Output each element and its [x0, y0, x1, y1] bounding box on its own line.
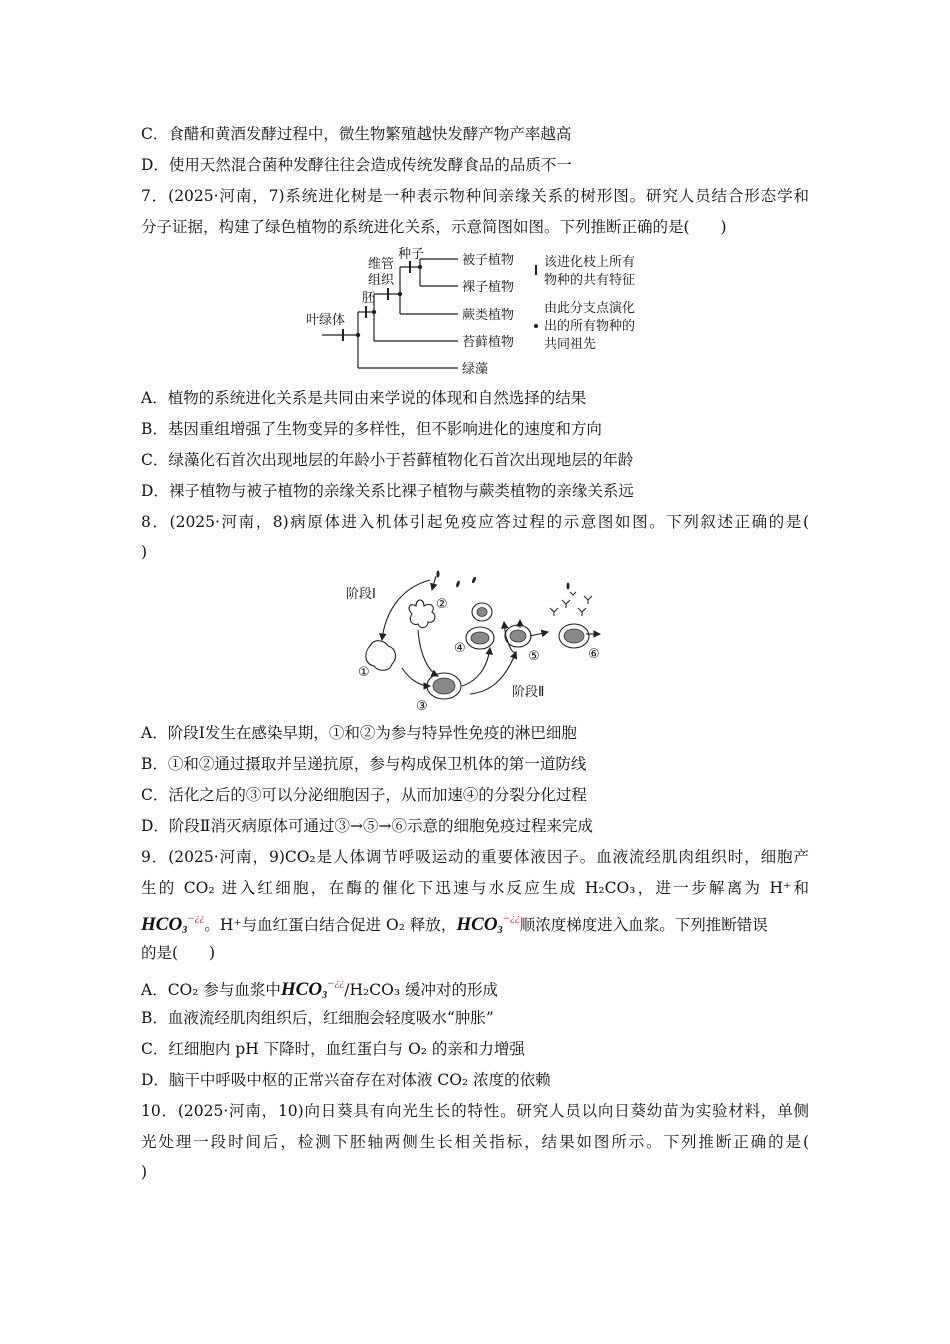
- trait-chloroplast-label: 叶绿体: [306, 313, 346, 328]
- phylogenetic-tree-figure: [300, 244, 670, 380]
- q9-stem-line3-a: 。H⁺与血红蛋白结合促进 O₂ 释放，: [204, 916, 457, 934]
- q9-option-c: C．红细胞内 pH 下降时，血红蛋白与 O₂ 的亲和力增强: [141, 1040, 525, 1058]
- q8-option-d: D．阶段Ⅱ消灭病原体可通过③→⑤→⑥示意的细胞免疫过程来完成: [141, 817, 593, 835]
- trait-vascular-label-2: 组织: [368, 273, 395, 288]
- stage2-label: 阶段Ⅱ: [512, 685, 545, 700]
- taxon-angiosperm: 被子植物: [462, 253, 515, 268]
- q6-option-d: D．使用天然混合菌种发酵往往会造成传统发酵食品的品质不一: [141, 156, 572, 174]
- q7-stem-line1: 7．(2025·河南，7)系统进化树是一种表示物种间亲缘关系的树形图。研究人员结合形态学和: [141, 187, 809, 205]
- cell-label-5: ⑤: [528, 649, 540, 664]
- immune-response-figure: [340, 568, 640, 716]
- q10-stem-line1: 10．(2025·河南，10)向日葵具有向光生长的特性。研究人员以向日葵幼苗为实验材料，单侧: [141, 1102, 809, 1120]
- taxon-green-algae: 绿藻: [462, 362, 489, 377]
- formula-mark: −¿¿: [327, 979, 345, 989]
- q8-stem-line1: 8．(2025·河南，8)病原体进入机体引起免疫应答过程的示意图如图。下列叙述正确的是(: [141, 513, 809, 531]
- q6-option-c: C．食醋和黄酒发酵过程中，微生物繁殖越快发酵产物产率越高: [141, 125, 572, 143]
- legend-bar-text-1: 该进化枝上所有: [544, 255, 636, 270]
- q10-stem-line2: 光处理一段时间后，检测下胚轴两侧生长相关指标，结果如图所示。下列推断正确的是(: [141, 1133, 809, 1151]
- legend-dot-text-3: 共同祖先: [544, 337, 597, 352]
- cell-label-6: ⑥: [588, 647, 600, 662]
- q9-stem-line1: 9．(2025·河南，9)CO₂是人体调节呼吸运动的重要体液因子。血液流经肌肉组织时，细胞产: [141, 848, 809, 866]
- q7-option-b: B．基因重组增强了生物变异的多样性，但不影响进化的速度和方向: [141, 420, 602, 438]
- trait-embryo-label: 胚: [362, 291, 376, 306]
- taxon-fern: 蕨类植物: [462, 308, 515, 323]
- formula-mark: −¿¿: [187, 914, 205, 924]
- q9-option-b: B．血液流经肌肉组织后，红细胞会轻度吸水“肿胀”: [141, 1009, 494, 1027]
- legend-bar-text-2: 物种的共有特征: [544, 273, 636, 288]
- q7-stem-line2: 分子证据，构建了绿色植物的系统进化关系，示意简图如图。下列推断正确的是( ): [141, 218, 727, 236]
- q7-option-d: D．裸子植物与被子植物的亲缘关系比裸子植物与蕨类植物的亲缘关系远: [141, 482, 634, 500]
- q9-option-a-part1: A．CO₂ 参与血浆中: [141, 981, 281, 999]
- cell-label-1: ①: [358, 665, 370, 680]
- q7-option-a: A．植物的系统进化关系是共同由来学说的体现和自然选择的结果: [141, 389, 587, 407]
- q9-stem-line2: 生的 CO₂ 进入红细胞，在酶的催化下迅速与水反应生成 H₂CO₃，进一步解离为 H⁺和: [141, 879, 809, 897]
- bicarbonate-formula: $HCO_3$: [456, 914, 503, 936]
- q8-option-a: A．阶段Ⅰ发生在感染早期，①和②为参与特异性免疫的淋巴细胞: [141, 724, 577, 742]
- trait-seed-label: 种子: [398, 247, 425, 262]
- legend-dot-text-2: 出的所有物种的: [544, 319, 636, 334]
- legend-dot-text-1: 由此分支点演化: [544, 301, 636, 316]
- q9-option-a-part2: /H₂CO₃ 缓冲对的形成: [344, 981, 498, 999]
- taxon-gymnosperm: 裸子植物: [462, 280, 515, 295]
- q7-option-c: C．绿藻化石首次出现地层的年龄小于苔藓植物化石首次出现地层的年龄: [141, 451, 634, 469]
- cell-label-3: ③: [416, 699, 428, 714]
- q9-option-a: [141, 971, 498, 1009]
- cell-label-4: ④: [454, 641, 466, 656]
- q9-stem-line3: [141, 906, 768, 944]
- q8-option-b: B．①和②通过摄取并呈递抗原，参与构成保卫机体的第一道防线: [141, 755, 587, 773]
- cell-label-2: ②: [436, 597, 448, 612]
- stage1-label: 阶段Ⅰ: [346, 587, 376, 602]
- trait-vascular-label-1: 维管: [368, 257, 395, 272]
- bicarbonate-formula: $HCO_3$: [280, 979, 328, 1001]
- q8-option-c: C．活化之后的③可以分泌细胞因子，从而加速④的分裂分化过程: [141, 786, 587, 804]
- taxon-moss: 苔藓植物: [462, 335, 515, 350]
- q10-stem-line3: ): [141, 1163, 148, 1181]
- q9-stem-line4: 的是( ): [141, 944, 216, 962]
- formula-mark: −¿¿: [502, 914, 520, 924]
- bicarbonate-formula: $HCO_3$: [141, 914, 188, 936]
- q9-option-d: D．脑干中呼吸中枢的正常兴奋存在对体液 CO₂ 浓度的依赖: [141, 1071, 551, 1089]
- q9-stem-line3-b: 顺浓度梯度进入血浆。下列推断错误: [519, 916, 768, 934]
- q8-stem-line2: ): [141, 543, 148, 561]
